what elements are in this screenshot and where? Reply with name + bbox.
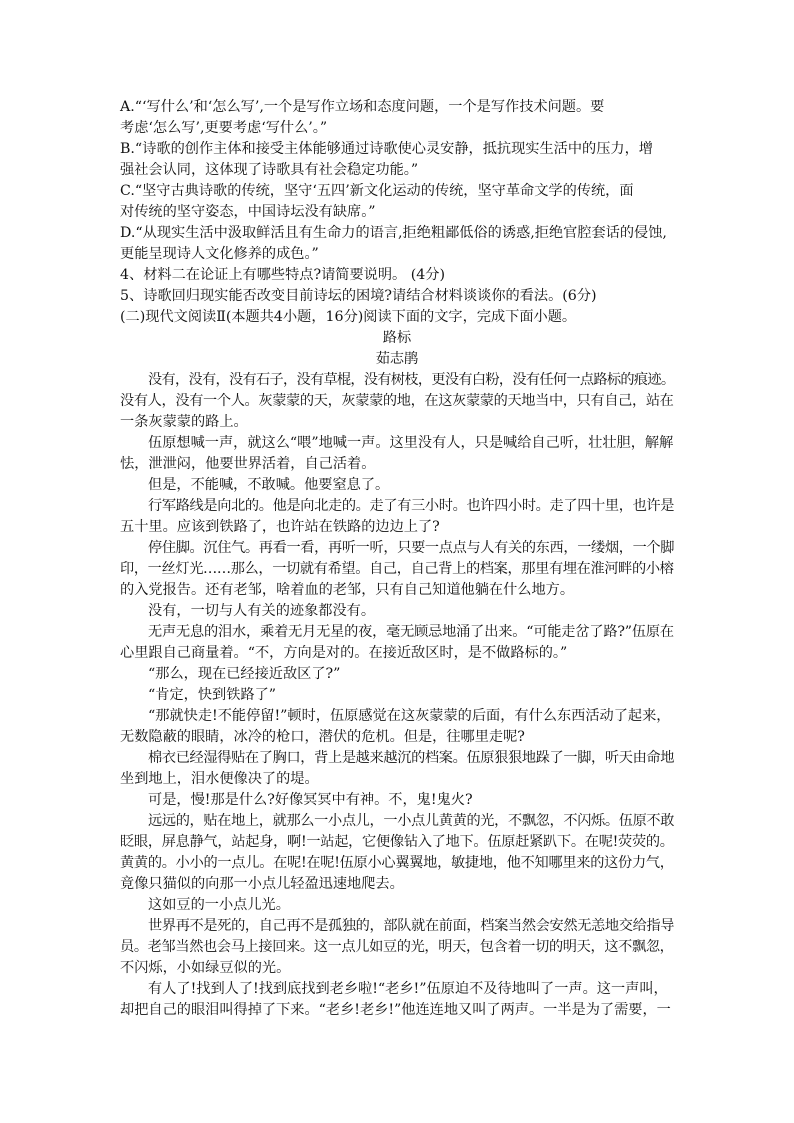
option-d-line-2: 更能呈现诗人文化修养的成色。” — [120, 246, 319, 262]
article-line: 有人了!找到人了!找到底找到老乡啦!“老乡!”伍原迫不及待地叫了一声。这一声叫， — [148, 981, 668, 997]
option-c-line-1: C.“坚守古典诗歌的传统，坚守‘五四’新文化运动的传统，坚守革命文学的传统，面 — [120, 183, 634, 199]
article-line: 停住脚。沉住气。再看一看，再听一听，只要一点点与人有关的东西，一缕烟，一个脚 — [148, 540, 675, 556]
article-line: 棉衣已经湿得贴在了胸口，背上是越来越沉的档案。伍原狠狠地跺了一脚，听天由命地 — [148, 750, 675, 766]
question-5: 5、诗歌回归现实能否改变目前诗坛的困境?请结合材料谈谈你的看法。(6分) — [120, 288, 597, 304]
option-c-line-2: 对传统的坚守姿态，中国诗坛没有缺席。” — [120, 204, 376, 220]
option-a-line-1: A.“‘写什么’和‘怎么写’,一个是写作立场和态度问题，一个是写作技术问题。要 — [120, 99, 605, 115]
article-line: 心里跟自己商量着。“不，方向是对的。在接近敌区时，是不做路标的。” — [120, 645, 568, 661]
article-line: 伍原想喊一声，就这么“喂”地喊一声。这里没有人，只是喊给自己听，壮壮胆，解解 — [148, 435, 674, 451]
article-line: 员。老邹当然也会马上接回来。这一点儿如豆的光，明天，包含着一切的明天，这不飘忽， — [120, 939, 674, 955]
article-title: 路标 — [382, 330, 412, 346]
option-d-line-1: D.“从现实生活中汲取鲜活且有生命力的语言,拒绝粗鄙低俗的诱惑,拒绝官腔套话的侵蚀, — [120, 225, 667, 241]
article-line: 无声无息的泪水，乘着无月无星的夜，毫无顾忌地涌了出来。“可能走岔了路?”伍原在 — [148, 624, 674, 640]
article-line: 行军路线是向北的。他是向北走的。走了有三小时。也许四小时。走了四十里，也许是 — [148, 498, 675, 514]
article-line: 不闪烁，小如绿豆似的光。 — [120, 960, 291, 976]
article-line: 竟像只猫似的向那一小点儿轻盈迅速地爬去。 — [120, 876, 404, 892]
article-line: 却把自己的眼泪叫得掉了下来。“老乡!老乡!”他连连地又叫了两声。一半是为了需要，一 — [120, 1002, 671, 1018]
question-4: 4、材料二在论证上有哪些特点?请简要说明。 (4分) — [120, 267, 445, 283]
article-author: 茹志鹃 — [375, 351, 419, 367]
option-b-line-1: B.“诗歌的创作主体和接受主体能够通过诗歌使心灵安静，抵抗现实生活中的压力，增 — [120, 141, 653, 157]
article-line: 没有人，没有一个人。灰蒙蒙的天，灰蒙蒙的地，在这灰蒙蒙的天地当中，只有自己，站在 — [120, 393, 674, 409]
article-line: 怯，泄泄闷，他要世界活着，自己活着。 — [120, 456, 376, 472]
option-b-line-2: 强社会认同，这体现了诗歌具有社会稳定功能。” — [120, 162, 419, 178]
section-header: (二)现代文阅读Ⅱ(本题共4小题，16分)阅读下面的文字，完成下面小题。 — [120, 309, 577, 325]
option-a-line-2: 考虑‘怎么写’,更要考虑‘写什么’。” — [120, 120, 328, 136]
article-line: 这如豆的一小点儿光。 — [148, 897, 290, 913]
article-line: 黄黄的。小小的一点儿。在呢!在呢!伍原小心翼翼地，敏捷地，他不知哪里来的这份力气， — [120, 855, 674, 871]
article-line: 远远的，贴在地上，就那么一小点儿，一小点儿黄黄的光，不飘忽，不闪烁。伍原不敢 — [148, 813, 675, 829]
article-line: 的入党报告。还有老邹，啥着血的老邹，只有自己知道他躺在什么地方。 — [120, 582, 575, 598]
article-line: 但是，不能喊，不敢喊。他要窒息了。 — [148, 477, 390, 493]
article-line: 一条灰蒙蒙的路上。 — [120, 414, 248, 430]
article-line: “那么，现在已经接近敌区了?” — [148, 666, 341, 682]
article-line: “那就快走!不能停留!”顿时，伍原感觉在这灰蒙蒙的后面，有什么东西活动了起来， — [148, 708, 671, 724]
article-line: 没有，一切与人有关的迹象都没有。 — [148, 603, 376, 619]
article-line: 坐到地上，泪水便像决了的堤。 — [120, 771, 319, 787]
article-line: 无数隐蔽的眼睛，冰冷的枪口，潜伏的危机。但是，往哪里走呢? — [120, 729, 525, 745]
article-line: 世界再不是死的，自己再不是孤独的，部队就在前面，档案当然会安然无恙地交给指导 — [148, 918, 675, 934]
article-line: 没有，没有，没有石子，没有草棍，没有树枝，更没有白粉，没有任何一点路标的痕迹。 — [148, 372, 675, 388]
article-line: “肯定，快到铁路了” — [148, 687, 277, 703]
article-line: 可是，慢!那是什么?好像冥冥中有神。不，鬼!鬼火? — [148, 792, 473, 808]
article-line: 印，一丝灯光……那么，一切就有希望。自己，自己背上的档案，那里有埋在淮河畔的小榕 — [120, 561, 674, 577]
article-line: 五十里。应该到铁路了，也许站在铁路的边边上了? — [120, 519, 440, 535]
article-line: 眨眼，屏息静气，站起身，啊!一站起，它便像钻入了地下。伍原赶紧趴下。在呢!荧荧的。 — [120, 834, 674, 850]
